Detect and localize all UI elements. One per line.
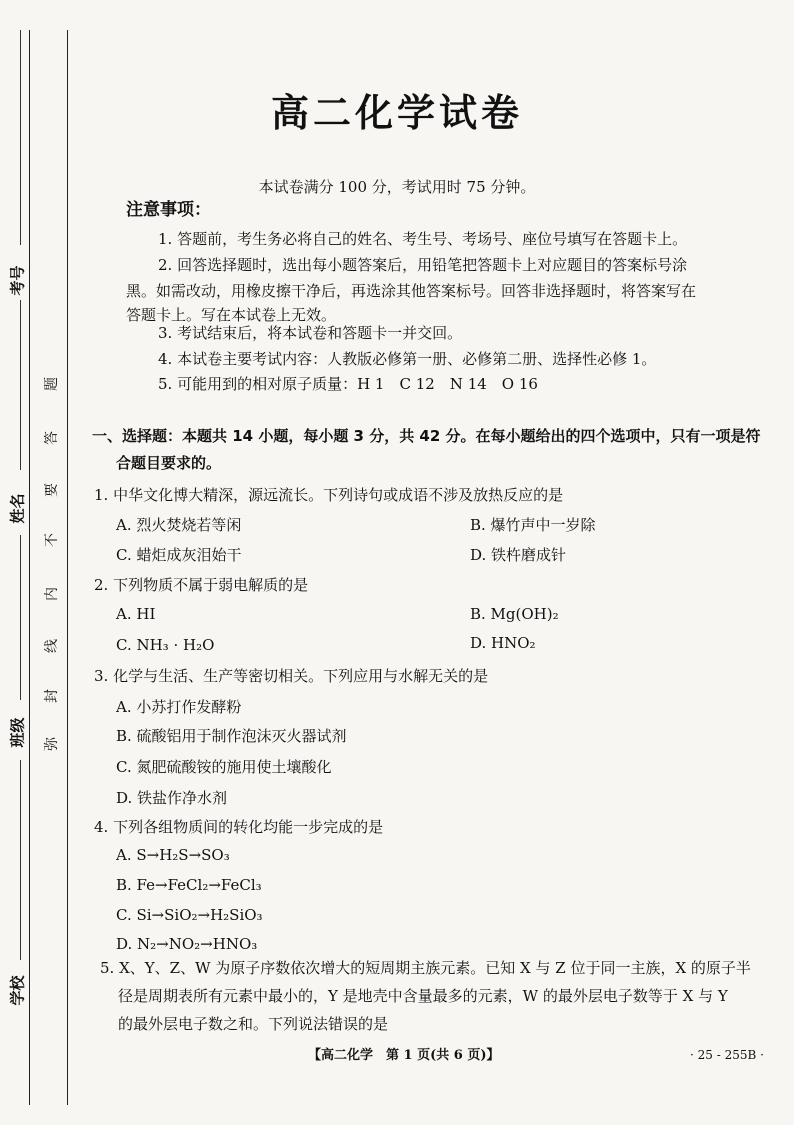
option-c: C. 氮肥硫酸铵的施用使土壤酸化 <box>116 758 332 776</box>
option-b: B. 爆竹声中一岁除 <box>470 516 596 534</box>
seal-char: 题 <box>44 377 60 391</box>
question-stem: 5. X、Y、Z、W 为原子序数依次增大的短周期主族元素。已知 X 与 Z 位于同一主族，X 的原子半 <box>100 959 751 977</box>
option-a: A. 小苏打作发酵粉 <box>116 698 242 716</box>
notice-heading: 注意事项： <box>126 200 211 220</box>
page-footer: 【高二化学 第 1 页(共 6 页)】 <box>308 1048 500 1063</box>
class-fill-line <box>20 535 21 700</box>
option-d: D. 铁杵磨成针 <box>470 546 567 564</box>
name-label: 姓名 <box>8 493 27 524</box>
question-stem: 4. 下列各组物质间的转化均能一步完成的是 <box>94 818 384 836</box>
option-b: B. 硫酸铝用于制作泡沫灭火器试剂 <box>116 727 347 745</box>
question-stem: 1. 中华文化博大精深，源远流长。下列诗句或成语不涉及放热反应的是 <box>94 486 564 504</box>
exam-info: 本试卷满分 100 分，考试用时 75 分钟。 <box>258 178 536 196</box>
exam-number-fill-line <box>20 30 21 245</box>
seal-char: 弥 <box>44 737 60 751</box>
notice-item: 3. 考试结束后，将本试卷和答题卡一并交回。 <box>158 324 463 342</box>
option-c: C. 蜡炬成灰泪始干 <box>116 546 242 564</box>
option-d: D. 铁盐作净水剂 <box>116 789 228 807</box>
option-d: D. HNO₂ <box>470 634 536 652</box>
name-fill-line <box>20 300 21 470</box>
question-stem-cont: 径是周期表所有元素中最小的，Y 是地壳中含量最多的元素，W 的最外层电子数等于 X 与 Y <box>118 987 728 1005</box>
option-c: C. NH₃ · H₂O <box>116 636 215 654</box>
notice-item: 答题卡上。写在本试卷上无效。 <box>126 306 337 324</box>
notice-item: 黑。如需改动，用橡皮擦干净后，再选涂其他答案标号。回答非选择题时，将答案写在 <box>126 282 697 300</box>
seal-char: 答 <box>44 431 60 445</box>
page-title: 高二化学试卷 <box>270 91 523 135</box>
question-stem: 3. 化学与生活、生产等密切相关。下列应用与水解无关的是 <box>94 667 489 685</box>
school-fill-line <box>20 760 21 960</box>
seal-char: 不 <box>44 533 60 547</box>
option-b: B. Mg(OH)₂ <box>470 605 559 623</box>
notice-item: 2. 回答选择题时，选出每小题答案后，用铅笔把答题卡上对应题目的答案标号涂 <box>158 256 688 274</box>
section-heading: 一、选择题：本题共 14 小题，每小题 3 分，共 42 分。在每小题给出的四个选项中，只有一项是符 <box>92 427 761 445</box>
exam-number-label: 考号 <box>8 265 27 296</box>
seal-char: 封 <box>44 689 60 703</box>
option-a: A. HI <box>116 605 156 623</box>
exam-code: · 25 - 255B · <box>690 1048 764 1062</box>
option-a: A. S→H₂S→SO₃ <box>116 846 230 864</box>
notice-item: 1. 答题前，考生务必将自己的姓名、考生号、考场号、座位号填写在答题卡上。 <box>158 230 688 248</box>
option-b: B. Fe→FeCl₂→FeCl₃ <box>116 876 262 894</box>
seal-char: 内 <box>44 587 60 601</box>
notice-item: 4. 本试卷主要考试内容：人教版必修第一册、必修第二册、选择性必修 1。 <box>158 350 657 368</box>
option-c: C. Si→SiO₂→H₂SiO₃ <box>116 906 263 924</box>
class-label: 班级 <box>8 717 27 748</box>
school-label: 学校 <box>8 975 27 1006</box>
seal-char: 要 <box>44 483 60 497</box>
option-a: A. 烈火焚烧若等闲 <box>116 516 242 534</box>
seal-char: 线 <box>44 639 60 653</box>
option-d: D. N₂→NO₂→HNO₃ <box>116 935 258 953</box>
notice-item: 5. 可能用到的相对原子质量：H 1 C 12 N 14 O 16 <box>158 375 538 393</box>
question-stem: 2. 下列物质不属于弱电解质的是 <box>94 576 309 594</box>
section-heading-cont: 合题目要求的。 <box>116 454 222 472</box>
question-stem-cont: 的最外层电子数之和。下列说法错误的是 <box>118 1015 389 1033</box>
